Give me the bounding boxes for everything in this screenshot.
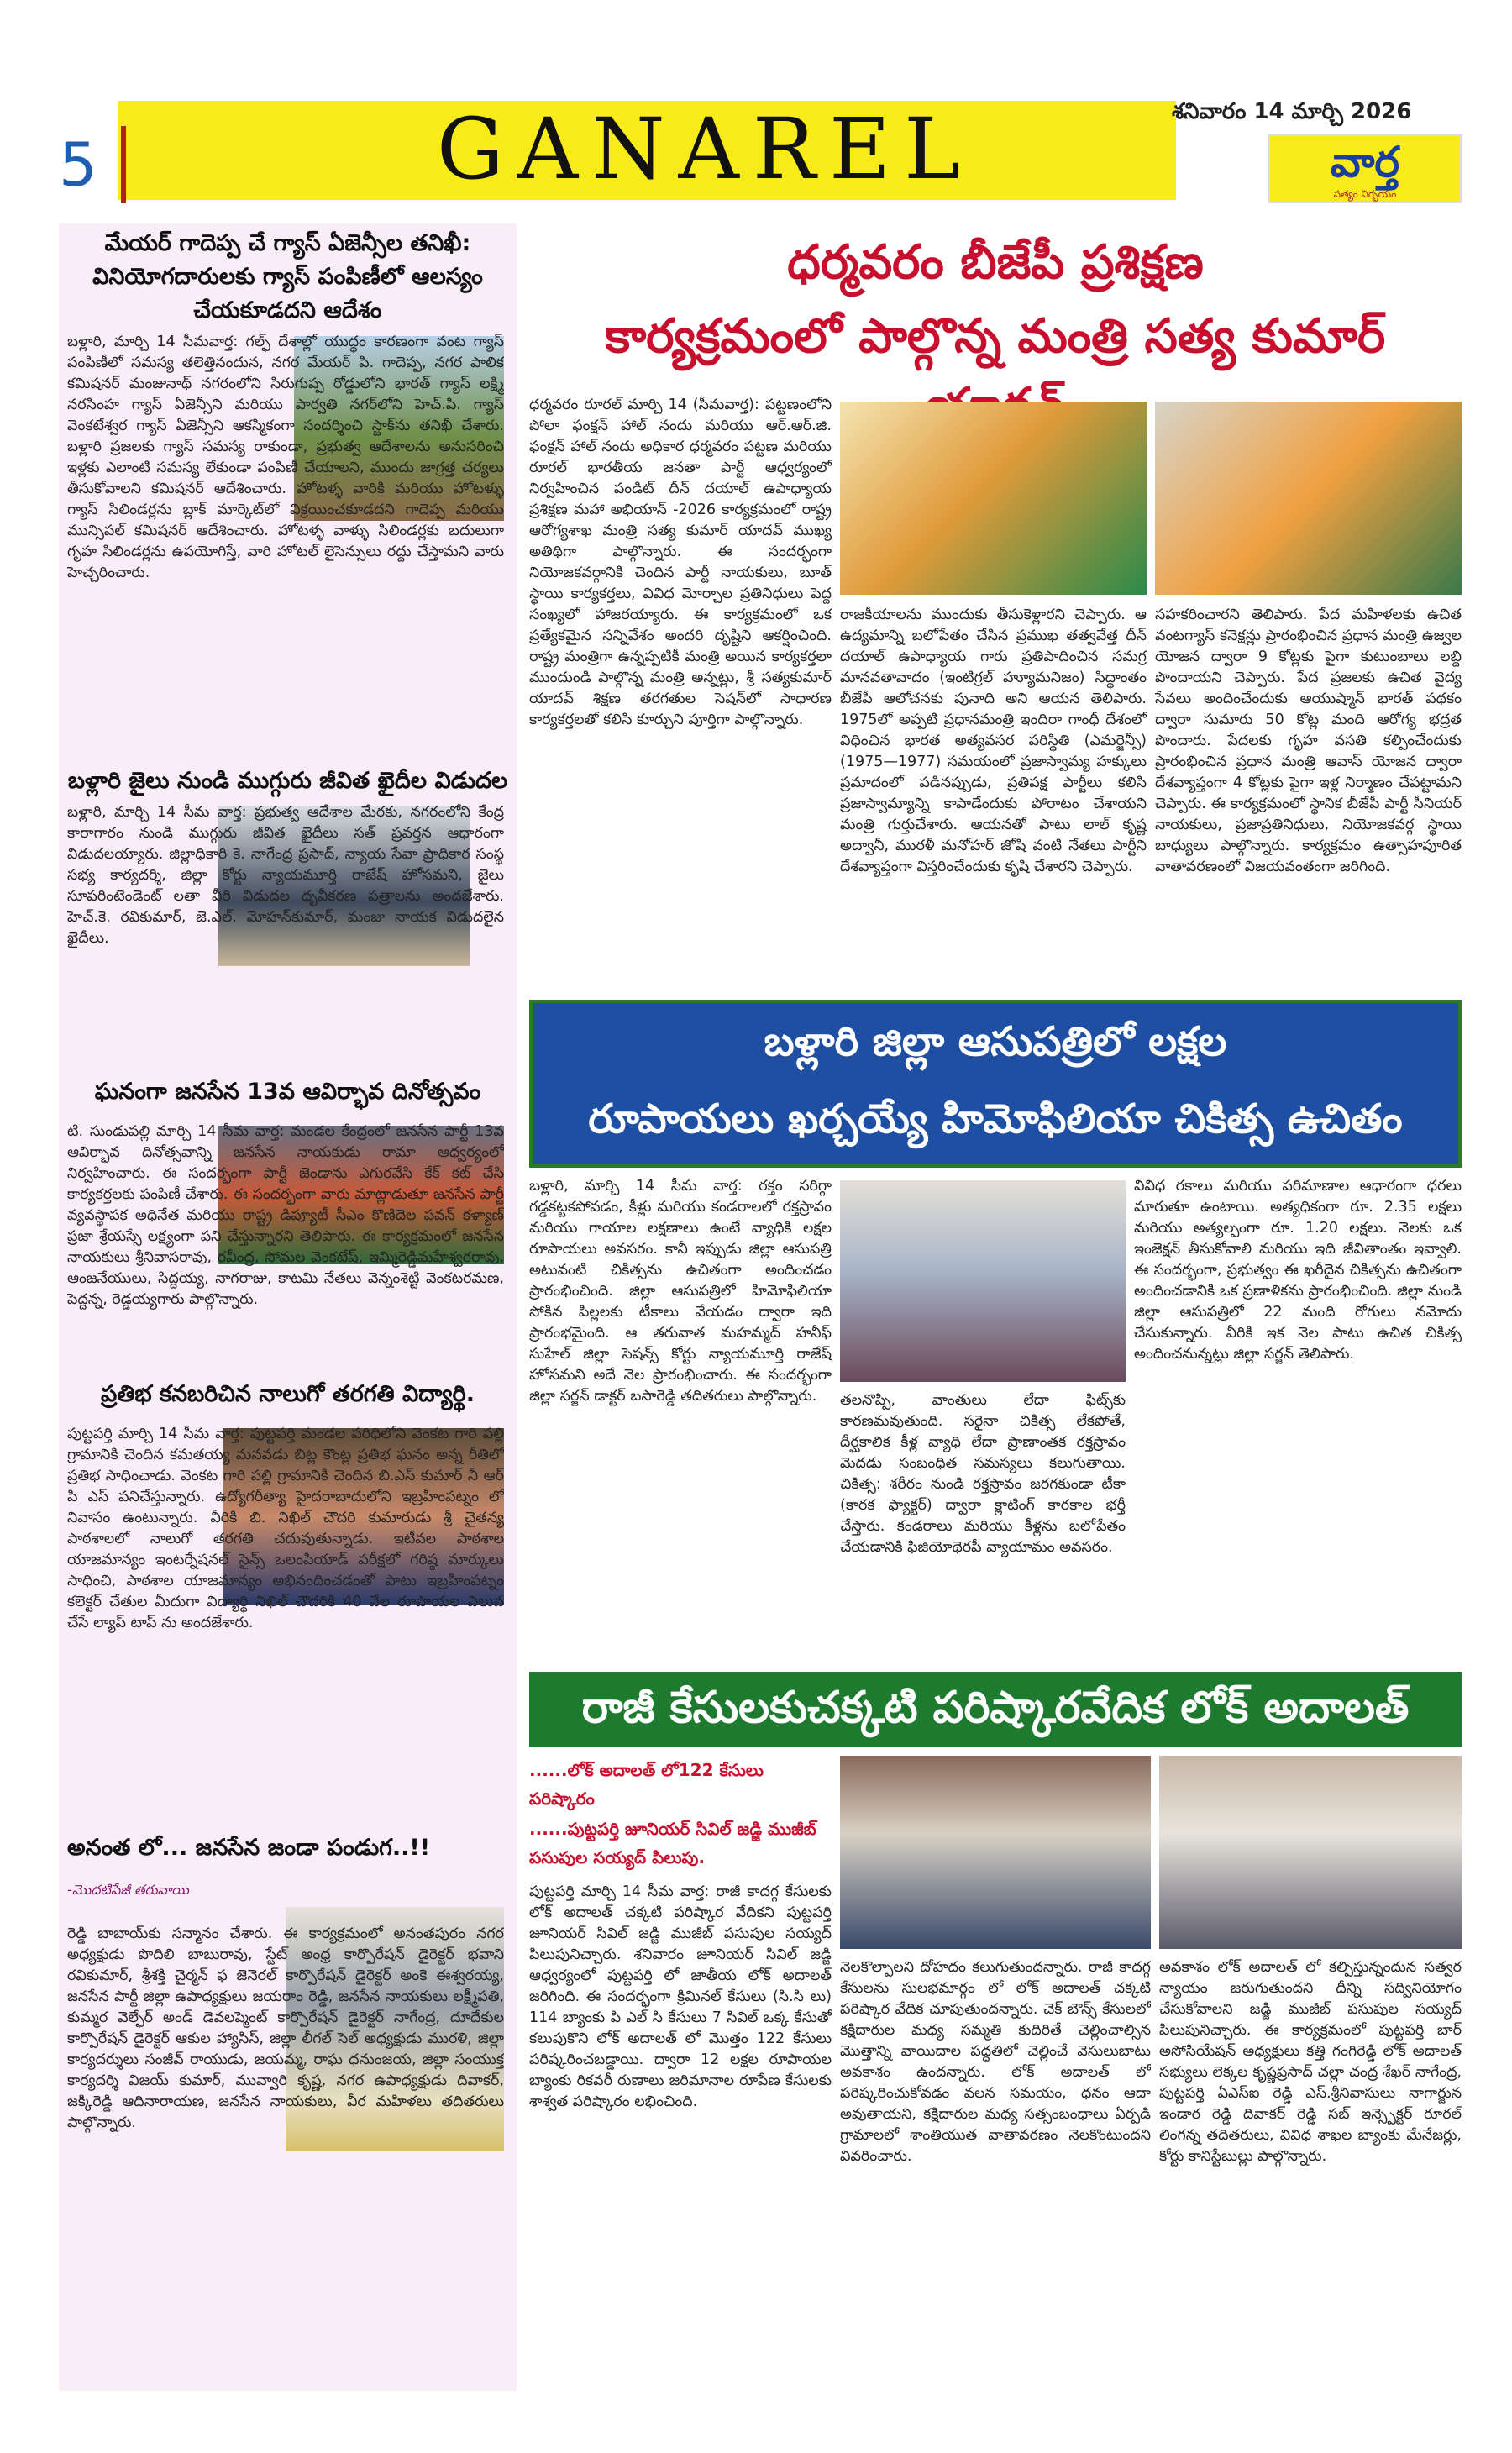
sidebar-story3-title: ఘనంగా జనసేన 13వ ఆవిర్భావ దినోత్సవం bbox=[94, 1079, 481, 1105]
sidebar-story2-body: బళ్లారి, మార్చి 14 సీమ వార్త: ప్రభుత్వ ఆదేశాల మేరకు, నగరంలోని కేంద్ర కారాగారం నుండి ముగ్గురు జీవిత ఖైదీలు సత్ ప్రవర్తన ఆధారంగా విడుదలయ్యారు. జిల్లాధికారి కె. నాగేంద్ర ప్రసాద్, న్యాయ సేవా ప్రాధికార సంస్థ సభ్య కార్యదర్శి, జిల్లా కోర్టు న్యాయమూర్తి రాజేష్ హోసమని, జైలు సూపరింటెండెంట్ లతా వీరి విడుదల ధృవీకరణ పత్రాలను అందజేశారు. హెచ్.కె. రవికుమార్, జె.ఎల్. మోహన్‌కుమార్, మంజు నాయక విడుదలైన ఖైదీలు. bbox=[67, 804, 504, 947]
sidebar-story5-body: రెడ్డి బాబాయ్‌కు సన్మానం చేశారు. ఈ కార్యక్రమంలో అనంతపురం నగర అధ్యక్షుడు పొదిలి బాబురావు, స్టేట్ అంధ్ర కార్పొరేషన్ డైరెక్టర్ భవాని రవికుమార్, శ్రీశక్తి చైర్మన్ ఫ జెనెరల్ కార్పొరేషన్ డైరెక్టర్ అంకె ఈశ్వరయ్య, జనసేన పార్టీ జిల్లా ఉపాధ్యక్షులు జయరాం రెడ్డి, జనసేన నాయకులు లక్ష్మీపతి, కుమ్మర వెల్ఫేర్ అండ్ డెవలప్మెంట్ కార్పొరేషన్ డైరెక్టర్ నాగేంద్ర, దూదేకుల కార్పొరేషన్ డైరెక్టర్ ఆకుల హ్యాసిస్, జిల్లా లీగల్ సెల్ అధ్యక్షుడు మురళి, జిల్లా కార్యదర్శులు సంజీవ్ రాయుడు, జయమ్మ, రాఘ ధనుంజయ, జిల్లా సంయుక్త కార్యదర్శి విజయ్ కుమార్, మువ్వారి కృష్ణ, నగర ఉపాధ్యక్షుడు దివాకర్, జక్కిరెడ్డి ఆదినారాయణ, జనసేన నాయకులు, వీర మహిళలు తదితరులు పాల్గొన్నారు. bbox=[67, 1925, 504, 2131]
story3-col2: నెలకొల్పాలని దోహదం కలుగుతుందన్నారు. రాజీ కాదగ్గ కేసులను సులభమార్గం లో లోక్ అదాలత్ చక్కటి పరిష్కార వేదిక చూపుతుందన్నారు. చెక్ బౌన్స్ కేసులలో కక్షిదారుల మధ్య సమ్మతి కుదిరితే చెల్లించాల్సిన మొత్తాన్ని వాయిదాల పద్ధతిలో చెల్లించే వెసులుబాటు అవకాశం ఉందన్నారు. లోక్ అదాలత్ లో పరిష్కరించుకోవడం వలన సమయం, ధనం ఆదా అవుతాయని, కక్షిదారుల మధ్య సత్సంబంధాలు ఏర్పడి గ్రామాలలో శాంతియుత వాతావరణం నెలకొంటుందని వివరించారు. bbox=[840, 1959, 1151, 2165]
story1-col3: సహకరించారని తెలిపారు. పేద మహిళలకు ఉచిత వంటగ్యాస్ కనెక్షన్లు ప్రారంభించిన ప్రధాన మంత్రి ఉజ్వల యోజన ద్వారా 9 కోట్లకు పైగా కుటుంబాలు లబ్ది పొందాయని చెప్పారు. పేద ప్రజలకు ఉచిత వైద్య సేవలు అందించేందుకు ఆయుష్మాన్ భారత్ పథకం ద్వారా సుమారు 50 కోట్ల మంది ఆరోగ్య భద్రత పొందారు. పేదలకు గృహ వసతి కల్పించేందుకు ప్రారంభించిన ప్రధాన మంత్రి ఆవాస్ యోజన ద్వారా దేశవ్యాప్తంగా 4 కోట్లకు పైగా ఇళ్ల నిర్మాణం చేపట్టామని చెప్పారు. ఈ కార్యక్రమంలో స్థానిక బీజేపీ పార్టీ సీనియర్ నాయకులు, ప్రజాప్రతినిధులు, నియోజకవర్గ స్థాయి బాధ్యులు పాల్గొన్నారు. కార్యక్రమం ఉత్సాహపూరిత వాతావరణంలో విజయవంతంగా జరిగింది. bbox=[1155, 607, 1462, 875]
story2-col1: బళ్లారి, మార్చి 14 సీమ వార్త: రక్తం సరిగ్గా గడ్డకట్టకపోవడం, కీళ్లు మరియు కండరాలలో రక్తస్రావం మరియు గాయాల లక్షణాలు ఉంటే వ్యాధికి లక్షల రూపాయలు అవసరం. కానీ ఇప్పుడు జిల్లా ఆసుపత్రి అటువంటి చికిత్సను ఉచితంగా అందించడం ప్రారంభించింది. జిల్లా ఆసుపత్రిలో హిమోఫిలియా సోకిన పిల్లలకు టీకాలు వేయడం ద్వారా ఇది ప్రారంభమైంది. ఆ తరువాత మహమ్మద్ హనీఫ్ సుహేల్ జిల్లా సెషన్స్ కోర్టు న్యాయమూర్తి రాజేష్ హోసమని అదే నెల ప్రారంభించారు. ఈ సందర్భంగా జిల్లా సర్జన్ డాక్టర్ బసారెడ్డి తదితరులు పాల్గొన్నారు. bbox=[529, 1178, 832, 1405]
photo-bjp-minister bbox=[1155, 402, 1462, 595]
story3-col1: పుట్టపర్తి మార్చి 14 సీమ వార్త: రాజీ కాదగ్గ కేసులకు లోక్ అదాలత్ చక్కటి పరిష్కార వేదికని పుట్టపర్తి జూనియర్ సివిల్ జడ్జి ముజీబ్ పసుపుల సయ్యద్ పిలుపునిచ్చారు. శనివారం జూనియర్ సివిల్ జడ్జి ఆధ్వర్యంలో పుట్టపర్తి లో జాతీయ లోక్ అదాలత్ జరిగింది. ఈ సందర్భంగా క్రిమినల్ కేసులు (సి.సి లు) 114 బ్యాంకు పి ఎల్ సి కేసులు 7 సివిల్ ఒక్క కేసుతో కలుపుకొని లోక్ అదాలత్ లో మొత్తం 122 కేసులు పరిష్కరించబడ్డాయి. ద్వారా 12 లక్షల రూపాయల బ్యాంకు రికవరీ రుణాలు జరిమానాల రూపేణ కేసులకు శాశ్వత పరిష్కారం లభించింది. bbox=[529, 1883, 832, 2110]
sidebar-story5-title: అనంత లో... జనసేన జండా పండుగ..!! bbox=[67, 1835, 431, 1861]
logo-tagline: సత్యం నిర్భయం bbox=[1333, 188, 1397, 200]
photo-lok-adalat-2 bbox=[1159, 1756, 1462, 1949]
sidebar-story1-title: మేయర్ గాదెప్ప చే గ్యాస్ ఏజెన్సీల తనిఖీ: వినియోగదారులకు గ్యాస్ పంపిణీలో ఆలస్యం చేయకూడదని ఆదేశం bbox=[92, 230, 483, 323]
story3-subhead1: ......లోక్ అదాలత్ లో122 కేసులు పరిష్కారం bbox=[529, 1760, 764, 1809]
story1-headline-line2: కార్యక్రమంలో పాల్గొన్న మంత్రి సత్య కుమార్ bbox=[605, 309, 1386, 364]
publisher-logo bbox=[1268, 134, 1462, 203]
logo-text: వార్త bbox=[1330, 138, 1400, 186]
sidebar-story4-title: ప్రతిభ కనబరిచిన నాలుగో తరగతి విద్యార్థి. bbox=[101, 1381, 475, 1407]
story3-subhead2: ......పుట్టపర్తి జూనియర్ సివిల్ జడ్జి ముజీబ్ పసుపుల సయ్యద్ పిలుపు. bbox=[529, 1819, 816, 1867]
story1-col2: రాజకీయాలను ముందుకు తీసుకెళ్లారని చెప్పారు. ఆ ఉద్యమాన్ని బలోపేతం చేసిన ప్రముఖ తత్వవేత్త దీన్ దయాల్ ఉపాధ్యాయ గారు ప్రతిపాదించిన సమగ్ర మానవతావాదం (ఇంటిగ్రల్ హ్యూమనిజం) సిద్ధాంతం బీజేపీ ఆలోచనకు పునాది అని ఆయన తెలిపారు. 1975లో అప్పటి ప్రధానమంత్రి ఇందిరా గాంధీ దేశంలో విధించిన భారత అత్యవసర పరిస్థితి (ఎమర్జెన్సీ) (1975—1977) సమయంలో ప్రజాస్వామ్య హక్కులు ప్రమాదంలో పడినప్పుడు, ప్రతిపక్ష పార్టీలు కలిసి ప్రజాస్వామ్యాన్ని కాపాడేందుకు పోరాటం చేశాయని మంత్రి గుర్తుచేశారు. ఆయనతో పాటు లాల్ కృష్ణ అద్వానీ, మురళీ మనోహర్ జోషి వంటి నేతలు పార్టీని దేశవ్యాప్తంగా విస్తరించేందుకు కృషి చేశారని చెప్పారు. bbox=[840, 607, 1147, 875]
page-number: 5 bbox=[59, 126, 126, 203]
sidebar-story4-body: పుట్టపర్తి మార్చి 14 సీమ వార్త: పుట్టపర్తి మండల పరిధిలోని వెంకట గారి పల్లి గ్రామానికి చెందిన కమతయ్య మనవడు బిట్ల కౌంట్ల ప్రతిభ ఘనం అన్న రీతిలో ప్రతిభ సాధించాడు. వెంకట గారి పల్లి గ్రామానికి చెందిన బి.ఎస్ కుమార్ నీ ఆర్ పి ఎస్ పనిచేస్తున్నారు. ఉద్యోగరీత్యా హైదరాబాదులోని ఇబ్రహీంపట్నం లో నివాసం ఉంటున్నారు. వీరికి బి. నిఖిల్ చౌదరి కుమారుడు శ్రీ చైతన్య పాఠశాలలో నాలుగో తరగతి చదువుతున్నాడు. ఇటీవల పాఠశాల యాజమాన్యం ఇంటర్నేషనల్ సైన్స్ ఒలంపియాడ్ పరీక్షలో గరిష్ఠ మార్కులు సాధించి, పాఠశాల యాజమాన్యం అభినందించడంతో పాటు ఇబ్రహీంపట్నం కలెక్టర్ చేతుల మీదుగా విద్యార్థి నిఖిల్ చౌదరికి 40 వేల రూపాయల విలువ చేసే ల్యాప్ టాప్ ను అందజేశారు. bbox=[67, 1426, 504, 1631]
story2-headline-line1: బళ్లారి జిల్లా ఆసుపత్రిలో లక్షల bbox=[764, 1018, 1227, 1065]
photo-bjp-stage bbox=[840, 402, 1147, 595]
story2-col3: వివిధ రకాలు మరియు పరిమాణాల ఆధారంగా ధరలు మారుతూ ఉంటాయి. అత్యధికంగా రూ. 2.35 లక్షలు మరియు అత్యల్పంగా రూ. 1.20 లక్షలు. నెలకు ఒక ఇంజెక్షన్ తీసుకోవాలి మరియు ఇది జీవితాంతం ఇవ్వాలి. ఈ సందర్భంగా, ప్రభుత్వం ఈ ఖరీదైన చికిత్సను ఉచితంగా అందించడానికి ఒక ప్రణాళికను ప్రారంభించింది. జిల్లా నుండి జిల్లా ఆసుపత్రిలో 22 మంది రోగులు నమోదు చేసుకున్నారు. వీరికి ఇక నెల పాటు ఉచిత చికిత్స అందించనున్నట్లు జిల్లా సర్జన్ తెలిపారు. bbox=[1134, 1178, 1462, 1363]
issue-date: శనివారం 14 మార్చి 2026 bbox=[1172, 99, 1412, 124]
sidebar-story2-title: బళ్లారి జైలు నుండి ముగ్గురు జీవిత ఖైదీల విడుదల bbox=[67, 768, 508, 794]
photo-hospital-treatment bbox=[840, 1180, 1126, 1382]
story2-headline-box bbox=[529, 1000, 1462, 1168]
story2-col2: తలనొప్పి, వాంతులు లేదా ఫిట్స్‌కు కారణమవుతుంది. సరైనా చికిత్స లేకపోతే, దీర్ఘకాలిక కీళ్ల వ్యాధి లేదా ప్రాణాంతక రక్తస్రావం మెదడు సంబంధిత సమస్యలు కలుగుతాయి. చికిత్స: శరీరం నుండి రక్తస్రావం జరగకుండా టీకా (కారక ఫ్యాక్టర్) ద్వారా క్లాటింగ్ కారకాల భర్తీ చేస్తారు. కండరాలు మరియు కీళ్లను బలోపేతం చేయడానికి ఫిజియోథెరపీ వ్యాయామం అవసరం. bbox=[840, 1392, 1126, 1556]
story3-headline: రాజీ కేసులకుచక్కటి పరిష్కారవేదిక లోక్ అదాలత్ bbox=[529, 1672, 1462, 1747]
paper-name: GANAREL bbox=[437, 100, 974, 198]
story2-headline-line2: రూపాయలు ఖర్చయ్యే హిమోఫిలియా చికిత్స ఉచితం bbox=[588, 1095, 1403, 1142]
story1-headline-line1: ధర్మవరం బీజేపీ ప్రశిక్షణ bbox=[787, 235, 1204, 290]
sidebar-story1-body: బళ్లారి, మార్చి 14 సీమవార్త: గల్ఫ్ దేశాల్లో యుద్ధం కారణంగా వంట గ్యాస్ పంపిణీలో సమస్య తలెత్తినందున, నగర మేయర్ పి. గాదెప్ప, నగర పాలిక కమిషనర్ మంజునాథ్ నగరంలోని సిరుగుప్ప రోడ్డులోని భారత్ గ్యాస్ లక్ష్మి నరసింహ గ్యాస్ ఏజెన్సీని మరియు పార్వతి నగర్‌లోని హెచ్.పి. గ్యాస్ వెంకటేశ్వర గ్యాస్ ఏజెన్సీని ఆకస్మికంగా సందర్శించి స్టాక్‌ను తనిఖీ చేశారు. బళ్లారి ప్రజలకు గ్యాస్ సమస్య రాకుండా, ప్రభుత్వ ఆదేశాలను అనుసరించి ఇళ్లకు ఎలాంటి సమస్య లేకుండా పంపిణీ చేయాలని, ముందు జాగ్రత్త చర్యలు తీసుకోవాలని కమిషనర్ ఆదేశించారు. హోటళ్ళ వారికి మరియు హోటళ్ళు గ్యాస్ సిలిండర్లను బ్లాక్ మార్కెట్‌లో విక్రయించకూడదని గాదెప్ప మరియు మున్సిపల్ కమిషనర్ ఆదేశించారు. హోటళ్ళ వాళ్ళు సిలిండర్లకు బదులుగా గృహ సిలిండర్లను ఉపయోగిస్తే, వారి హోటల్ లైసెన్సులు రద్దు చేస్తామని వారు హెచ్చరించారు. bbox=[67, 334, 504, 581]
sidebar-story5-byline: -మొదటిపేజీ తరువాయి bbox=[67, 1882, 189, 1898]
story1-col1: ధర్మవరం రూరల్ మార్చి 14 (సీమవార్త): పట్టణంలోని పోలా ఫంక్షన్ హాల్ నందు మరియు ఆర్.ఆర్.జి. ఫంక్షన్ హాల్ నందు అధికార ధర్మవరం పట్టణ మరియు రూరల్ భారతీయ జనతా పార్టీ ఆధ్వర్యంలో నిర్వహించిన పండిట్ దీన్ దయాల్ ఉపాధ్యాయ ప్రశిక్షణ మహా అభియాన్ -2026 కార్యక్రమంలో రాష్ట్ర ఆరోగ్యశాఖ మంత్రి సత్య కుమార్ యాదవ్ ముఖ్య అతిథిగా పాల్గొన్నారు. ఈ సందర్భంగా నియోజకవర్గానికి చెందిన పార్టీ నాయకులు, బూత్ స్థాయి కార్యకర్తలు, వివిధ మోర్చాల ప్రతినిధులు పెద్ద సంఖ్యలో హాజరయ్యారు. ఈ కార్యక్రమంలో ఒక ప్రత్యేకమైన సన్నివేశం అందరి దృష్టిని ఆకర్షించింది. రాష్ట్ర మంత్రిగా ఉన్నప్పటికీ మంత్రి అయిన కార్యకర్తలా ముందుండి పాల్గొన్న మంత్రి అన్నట్లు, శ్రీ సత్యకుమార్ యాదవ్ శిక్షణ తరగతుల సెషన్‌లో సాధారణ కార్యకర్తలతో కలిసి కూర్చుని పూర్తిగా పాల్గొన్నారు. bbox=[529, 397, 832, 728]
story3-col3: అవకాశం లోక్ అదాలత్ లో కల్పిస్తున్నందున సత్వర న్యాయం జరుగుతుందని దీన్ని సద్వినియోగం చేసుకోవాలని జడ్జి ముజీబ్ పసుపుల సయ్యద్ పిలుపునిచ్చారు. ఈ కార్యక్రమంలో పుట్టపర్తి బార్ అసోసియేషన్ అధ్యక్షులు కత్తి గంగిరెడ్డి లోక్ అదాలత్ సభ్యులు లెక్కల కృష్ణప్రసాద్ చల్లా చంద్ర శేఖర్ నాగేంద్ర, పుట్టపర్తి ఏఎస్ఐ రెడ్డి ఎస్.శ్రీనివాసులు నాగార్జున ఇండార రెడ్డి దివాకర్ రెడ్డి సబ్ ఇన్స్పెక్టర్ రూరల్ లింగన్న తదితరులు, వివిధ శాఖల బ్యాంకు మేనేజర్లు, కోర్టు కానిస్టేబుల్లు పాల్గొన్నారు. bbox=[1159, 1959, 1462, 2165]
sidebar-story3-body: టి. సుండుపల్లి మార్చి 14 సీమ వార్త: మండల కేంద్రంలో జనసేన పార్టీ 13వ ఆవిర్భావ దినోత్సవాన్ని జనసేన నాయకుడు రామా ఆధ్వర్యంలో నిర్వహించారు. ఈ సందర్భంగా పార్టీ జెండాను ఎగురవేసి కేక్ కట్ చేసి కార్యకర్తలకు పంపిణీ చేశారు. ఈ సందర్భంగా వారు మాట్లాడుతూ జనసేన పార్టీ వ్యవస్థాపక అధినేత మరియు రాష్ట్ర డిప్యూటీ సీఎం కొణిదెల పవన్ కళ్యాణ్ ప్రజా శ్రేయస్సే లక్ష్యంగా పని చేస్తున్నారని తెలిపారు. ఈ కార్యక్రమంలో జనసేన నాయకులు శ్రీనివాసరావు, రవీంద్ర, సోమల వెంకటేష్, ఇమ్మిరెడ్డిమహేశ్వరరావు, ఆంజనేయులు, సిద్దయ్య, నాగరాజు, కాటమి నేతలు వెన్నంశెట్టి వెంకటరమణ, పెద్దన్న, రెడ్డయ్యగారు పాల్గొన్నారు. bbox=[67, 1123, 504, 1308]
photo-lok-adalat-1 bbox=[840, 1756, 1151, 1949]
